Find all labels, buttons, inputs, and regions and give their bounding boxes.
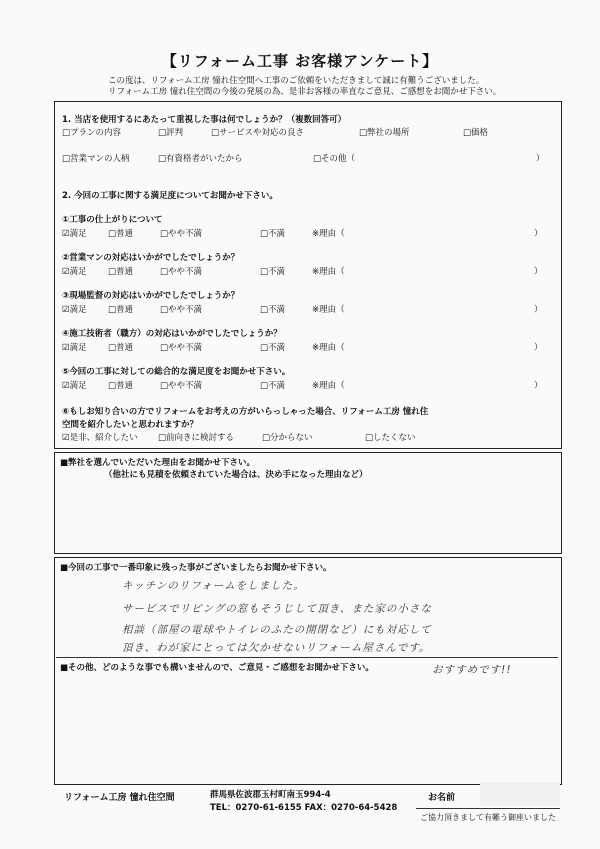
- q2-6-consider[interactable]: □前向きに検討する: [158, 433, 235, 443]
- q2-3-reason[interactable]: ※理由（: [312, 305, 345, 315]
- q2-3-unsatisfied[interactable]: □不満: [260, 305, 286, 315]
- name-field[interactable]: [480, 782, 560, 806]
- q2-5-slightly-unsatisfied[interactable]: □やや不満: [160, 381, 203, 391]
- q2-4-normal[interactable]: □普通: [108, 343, 134, 353]
- q2-4-satisfied[interactable]: ☑満足: [62, 343, 87, 353]
- q2-6-question-line-1: ⑥もしお知り合いの方でリフォームをお考えの方がいらっしゃった場合、リフォーム工房 憧れ住: [62, 407, 429, 417]
- q1-option-other[interactable]: □その他（: [313, 154, 356, 164]
- q2-1-satisfied[interactable]: ☑満足: [62, 229, 87, 239]
- footer-thanks: ご協力頂きまして有難う御座いました: [420, 813, 556, 822]
- q2-2-reason[interactable]: ※理由（: [312, 267, 345, 277]
- q1-option-qualified[interactable]: □有資格者がいたから: [158, 154, 243, 164]
- handwritten-line-2: サービスでリビングの窓もそうじして頂き、また家の小さな: [122, 603, 432, 615]
- footer-phone-fax: TEL：0270-61-6155 FAX：0270-64-5428: [210, 803, 398, 813]
- q2-4-unsatisfied[interactable]: □不満: [260, 343, 286, 353]
- q3-heading: ■弊社を選んでいただいた理由をお聞かせ下さい。: [60, 458, 256, 468]
- q2-1-question: ①工事の仕上がりについて: [62, 215, 163, 225]
- q2-2-slightly-unsatisfied[interactable]: □やや不満: [160, 267, 203, 277]
- q2-6-not-sure[interactable]: □分からない: [262, 433, 313, 443]
- q2-6-recommend[interactable]: ☑是非、紹介したい: [62, 433, 138, 443]
- name-underline: [416, 808, 560, 809]
- q2-5-reason-close: ）: [534, 381, 543, 391]
- q2-5-satisfied[interactable]: ☑満足: [62, 381, 87, 391]
- q2-5-question: ⑤今回の工事に対しての総合的な満足度をお聞かせ下さい。: [62, 367, 291, 377]
- q2-1-slightly-unsatisfied[interactable]: □やや不満: [160, 229, 203, 239]
- q1-option-service[interactable]: □サービスや対応の良さ: [211, 128, 305, 138]
- q1-option-reputation[interactable]: □評判: [158, 128, 184, 138]
- q2-1-unsatisfied[interactable]: □不満: [260, 229, 286, 239]
- q2-5-normal[interactable]: □普通: [108, 381, 134, 391]
- q2-3-normal[interactable]: □普通: [108, 305, 134, 315]
- q2-4-slightly-unsatisfied[interactable]: □やや不満: [160, 343, 203, 353]
- q2-2-satisfied[interactable]: ☑満足: [62, 267, 87, 277]
- q2-3-slightly-unsatisfied[interactable]: □やや不満: [160, 305, 203, 315]
- q2-1-reason[interactable]: ※理由（: [312, 229, 345, 239]
- q2-2-reason-close: ）: [534, 267, 543, 277]
- q2-heading: 2. 今回の工事に関する満足度についてお聞かせ下さい。: [62, 191, 278, 201]
- q2-6-not-recommend[interactable]: □したくない: [365, 433, 416, 443]
- q2-4-question: ④施工技術者（職方）の対応はいかがでしたでしょうか？: [62, 329, 282, 339]
- q4-heading: ■今回の工事で一番印象に残った事がございましたらお聞かせ下さい。: [60, 563, 332, 573]
- section-divider: [56, 657, 558, 658]
- q5-heading: ■その他、どのような事でも構いませんので、ご意見・ご感想をお聞かせ下さい。: [60, 663, 374, 673]
- page-title: 【リフォーム工事 お客様アンケート】: [161, 52, 439, 70]
- q2-3-question: ③現場監督の対応はいかがでしたでしょうか？: [62, 291, 240, 301]
- q2-2-question: ②営業マンの対応はいかがでしたでしょうか？: [62, 253, 240, 263]
- q1-other-close: ）: [536, 154, 545, 164]
- q2-3-reason-close: ）: [534, 305, 543, 315]
- handwritten-line-4: 頂き、わが家にとっては欠かせないリフォーム屋さんです。: [122, 642, 431, 654]
- q2-3-satisfied[interactable]: ☑満足: [62, 305, 87, 315]
- q2-2-normal[interactable]: □普通: [108, 267, 134, 277]
- q3-subheading: （他社にも見積を依頼されていた場合は、決め手になった理由など）: [104, 470, 368, 480]
- q1-option-plan[interactable]: □プランの内容: [62, 128, 122, 138]
- intro-line-2: リフォーム工房 憧れ住空間の今後の発展の為、是非お客様の率直なご意見、ご感想をお聞かせ下さい。: [108, 87, 502, 97]
- q1-option-price[interactable]: □価格: [463, 128, 489, 138]
- q2-1-normal[interactable]: □普通: [108, 229, 134, 239]
- footer-name-label: お名前: [428, 793, 456, 803]
- intro-line-1: この度は、リフォーム工房 憧れ住空間へ工事のご依頼をいただきまして誠に有難うございました。: [108, 76, 485, 86]
- handwritten-line-3: 相談（部屋の電球やトイレのふたの開閉など）にも対応して: [122, 624, 432, 636]
- q2-1-reason-close: ）: [534, 229, 543, 239]
- handwritten-line-1: キッチンのリフォームをしました。: [122, 580, 305, 592]
- q1-option-salesperson[interactable]: □営業マンの人柄: [62, 154, 130, 164]
- q2-6-question-line-2: 空間を紹介したいと思われますか？: [62, 420, 199, 430]
- q2-5-unsatisfied[interactable]: □不満: [260, 381, 286, 391]
- q2-4-reason[interactable]: ※理由（: [312, 343, 345, 353]
- q1-heading: 1. 当店を使用するにあたって重視した事は何でしょうか？（複数回答可）: [62, 115, 347, 125]
- q2-4-reason-close: ）: [534, 343, 543, 353]
- q2-2-unsatisfied[interactable]: □不満: [260, 267, 286, 277]
- handwritten-other-comment: おすすめです!!: [432, 664, 512, 676]
- footer-company-name: リフォーム工房 憧れ住空間: [64, 793, 175, 803]
- q2-5-reason[interactable]: ※理由（: [312, 381, 345, 391]
- q1-option-location[interactable]: □弊社の場所: [359, 128, 410, 138]
- footer-address: 群馬県佐波郡玉村町南玉994-4: [210, 790, 331, 800]
